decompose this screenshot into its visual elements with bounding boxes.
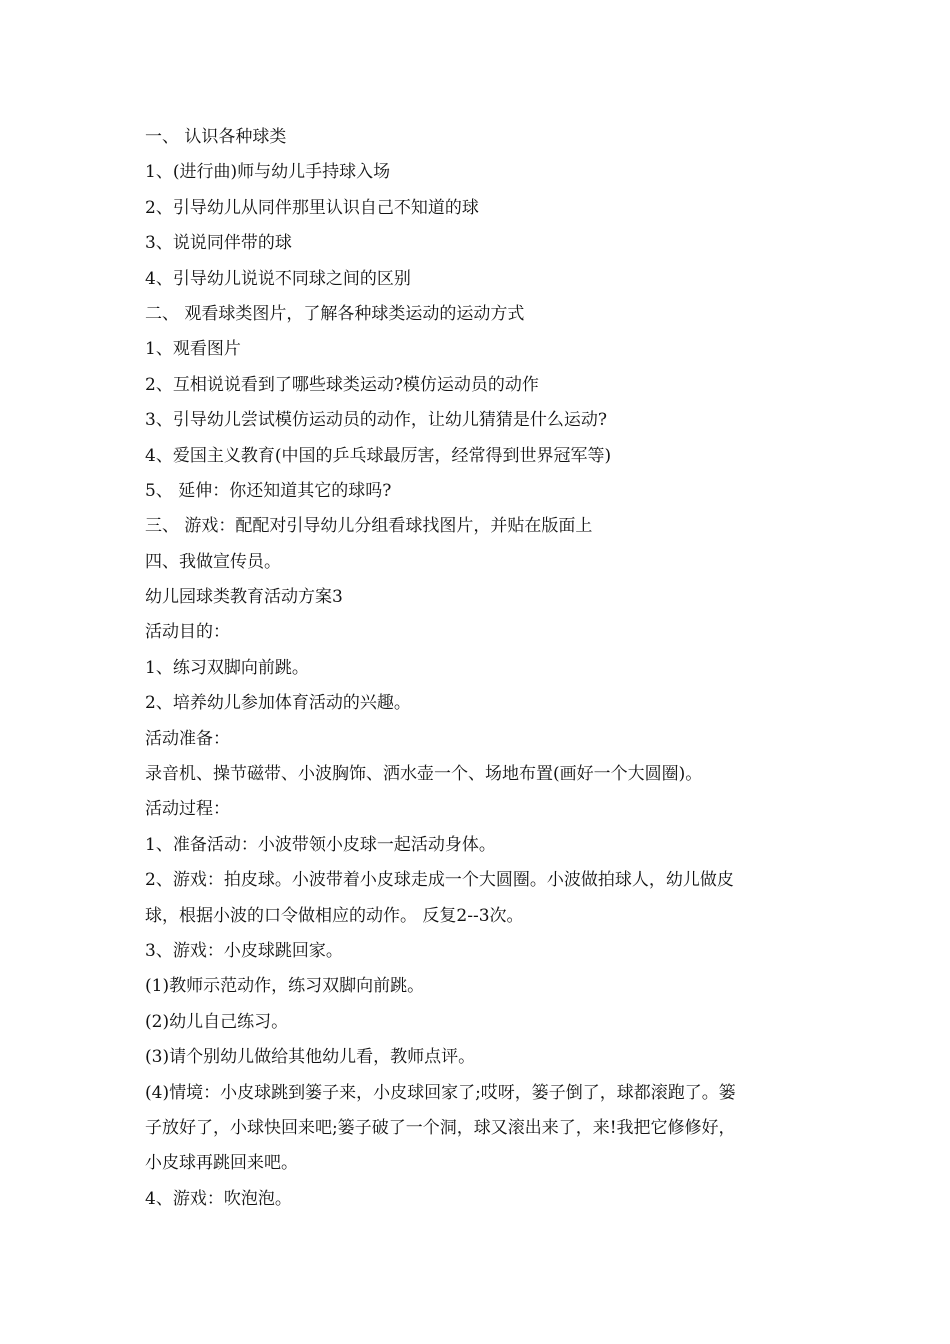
text-line: 3、游戏：小皮球跳回家。 (145, 940, 343, 961)
text-line: 1、(进行曲)师与幼儿手持球入场 (145, 162, 391, 183)
text-line: (2)幼儿自己练习。 (145, 1011, 289, 1032)
text-line: 2、培养幼儿参加体育活动的兴趣。 (145, 693, 411, 714)
text-line: 2、互相说说看到了哪些球类运动?模仿运动员的动作 (145, 374, 539, 395)
subheading-process: 活动过程： (145, 799, 230, 820)
text-line: 2、游戏：拍皮球。小波带着小皮球走成一个大圆圈。小波做拍球人，幼儿做皮 (145, 870, 734, 891)
text-line: 3、引导幼儿尝试模仿运动员的动作，让幼儿猜猜是什么运动? (145, 410, 607, 431)
section-heading-3: 三、 游戏：配配对引导幼儿分组看球找图片，并贴在版面上 (145, 516, 593, 537)
text-line: 1、准备活动：小波带领小皮球一起活动身体。 (145, 834, 496, 855)
section-heading-4: 四、我做宣传员。 (145, 551, 281, 572)
section-heading-1: 一、 认识各种球类 (145, 127, 287, 147)
text-line: 录音机、操节磁带、小波胸饰、洒水壶一个、场地布置(画好一个大圆圈)。 (145, 764, 703, 785)
text-line: 1、观看图片 (145, 339, 241, 360)
text-line: 小皮球再跳回来吧。 (145, 1153, 298, 1174)
subheading-goals: 活动目的： (145, 622, 230, 643)
text-line: (3)请个别幼儿做给其他幼儿看，教师点评。 (145, 1047, 476, 1068)
text-line: 4、爱国主义教育(中国的乒乓球最厉害，经常得到世界冠军等) (145, 445, 612, 466)
text-line: 球，根据小波的口令做相应的动作。 反复2--3次。 (145, 905, 524, 926)
text-line: 子放好了，小球快回来吧;篓子破了一个洞，球又滚出来了，来!我把它修修好， (145, 1117, 736, 1138)
text-line: 5、 延伸：你还知道其它的球吗? (145, 480, 392, 501)
plan-title: 幼儿园球类教育活动方案3 (145, 587, 343, 608)
document-body (145, 120, 825, 1217)
section-heading-2: 二、 观看球类图片，了解各种球类运动的运动方式 (145, 303, 525, 324)
text-line: (4)情境：小皮球跳到篓子来，小皮球回家了;哎呀，篓子倒了，球都滚跑了。篓 (145, 1082, 736, 1103)
text-line: 4、引导幼儿说说不同球之间的区别 (145, 268, 411, 289)
text-line: 4、游戏：吹泡泡。 (145, 1188, 292, 1209)
text-line: 3、说说同伴带的球 (145, 233, 292, 254)
text-line: (1)教师示范动作，练习双脚向前跳。 (145, 976, 425, 997)
text-line: 2、引导幼儿从同伴那里认识自己不知道的球 (145, 197, 479, 218)
subheading-preparation: 活动准备： (145, 728, 230, 749)
text-line: 1、练习双脚向前跳。 (145, 657, 309, 678)
